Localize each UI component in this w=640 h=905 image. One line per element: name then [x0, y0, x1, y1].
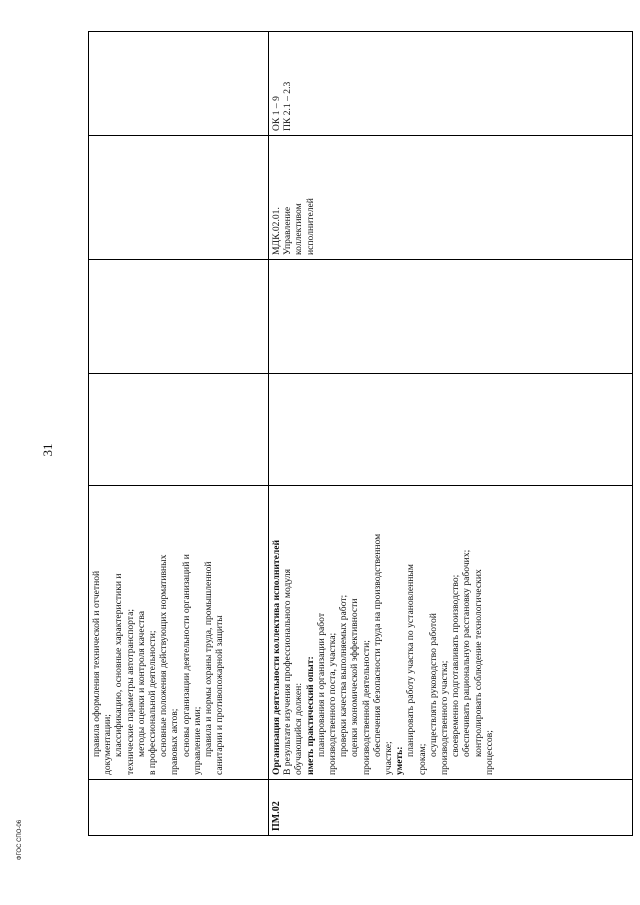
text-line: санитарии и противопожарной защиты — [214, 615, 226, 775]
empty-cell — [269, 374, 633, 486]
text-line: иметь практический опыт: — [304, 656, 316, 775]
competency-line: ПК 2.1 – 2.3 — [282, 81, 294, 131]
module-lines — [282, 490, 495, 775]
competency-line: ОК 1 – 9 — [271, 96, 282, 131]
page-number: 31 — [40, 443, 55, 457]
rotated-table-area — [88, 32, 632, 836]
empty-cell — [89, 374, 269, 486]
mdk-line: МДК.02.01. — [271, 207, 282, 255]
text-line: обучающийся должен: — [293, 683, 305, 775]
text-line: производственного поста, участка; — [327, 632, 339, 775]
text-line: правовых актов; — [169, 708, 181, 775]
text-line: планировать работу участка по установленным — [405, 564, 417, 757]
mdk-line: исполнителей — [304, 198, 316, 255]
text-line: основные положения действующих нормативных — [158, 554, 170, 757]
text-line: обеспечивать рациональную расстановку рабочих; — [461, 549, 473, 757]
curriculum-table — [88, 31, 633, 836]
empty-cell — [89, 32, 269, 136]
text-line: осуществлять руководство работой — [427, 613, 439, 757]
mdk-line: коллективом — [293, 203, 305, 255]
table-row — [269, 32, 633, 836]
text-line: методы оценки и контроля качества — [135, 611, 147, 757]
text-line: классификацию, основные характеристики и — [113, 573, 125, 757]
module-content-cell — [269, 486, 633, 780]
empty-cell — [89, 136, 269, 260]
text-line: контролировать соблюдение технологических — [472, 569, 484, 757]
competencies-cell — [269, 32, 633, 136]
continuation-content-cell — [89, 486, 269, 780]
empty-cell — [269, 260, 633, 374]
mdk-cell — [269, 136, 633, 260]
table-container — [88, 32, 632, 836]
text-line: В результате изучения профессионального модуля — [282, 569, 294, 775]
text-line: основы организации деятельности организаций и — [180, 554, 192, 757]
text-line: в профессиональной деятельности; — [147, 630, 159, 775]
text-line: участке; — [383, 741, 395, 775]
footer-code: ФГОС СПО-06 — [17, 819, 23, 861]
text-line: производственного участка; — [439, 660, 451, 775]
module-title: Организация деятельности коллектива исполнителей — [271, 539, 282, 775]
empty-cell — [89, 260, 269, 374]
text-line: уметь: — [394, 746, 406, 775]
text-line: документации; — [102, 714, 114, 775]
text-line: срокам; — [416, 743, 428, 775]
text-line: управление ими; — [191, 706, 203, 775]
text-line: производственной деятельности; — [360, 640, 372, 775]
text-line: планирования и организации работ — [315, 612, 327, 757]
text-line: своевременно подготавливать производство; — [450, 574, 462, 757]
text-line: процессов; — [483, 730, 495, 775]
text-line: проверки качества выполняемых работ; — [338, 594, 350, 757]
continuation-lines — [91, 490, 225, 775]
text-line: технические параметры автотранспорта; — [124, 608, 136, 775]
text-line: правила оформления технической и отчетной — [91, 570, 102, 757]
text-line: правила и нормы охраны труда, промышленной — [203, 561, 215, 757]
mdk-line: Управление — [282, 206, 294, 255]
text-line: обеспечения безопасности труда на производственном — [371, 533, 383, 757]
table-row — [89, 32, 269, 836]
text-line: оценки экономической эффективности — [349, 598, 361, 757]
module-code-cell: ПМ.02 — [269, 780, 633, 836]
module-code-cell — [89, 780, 269, 836]
